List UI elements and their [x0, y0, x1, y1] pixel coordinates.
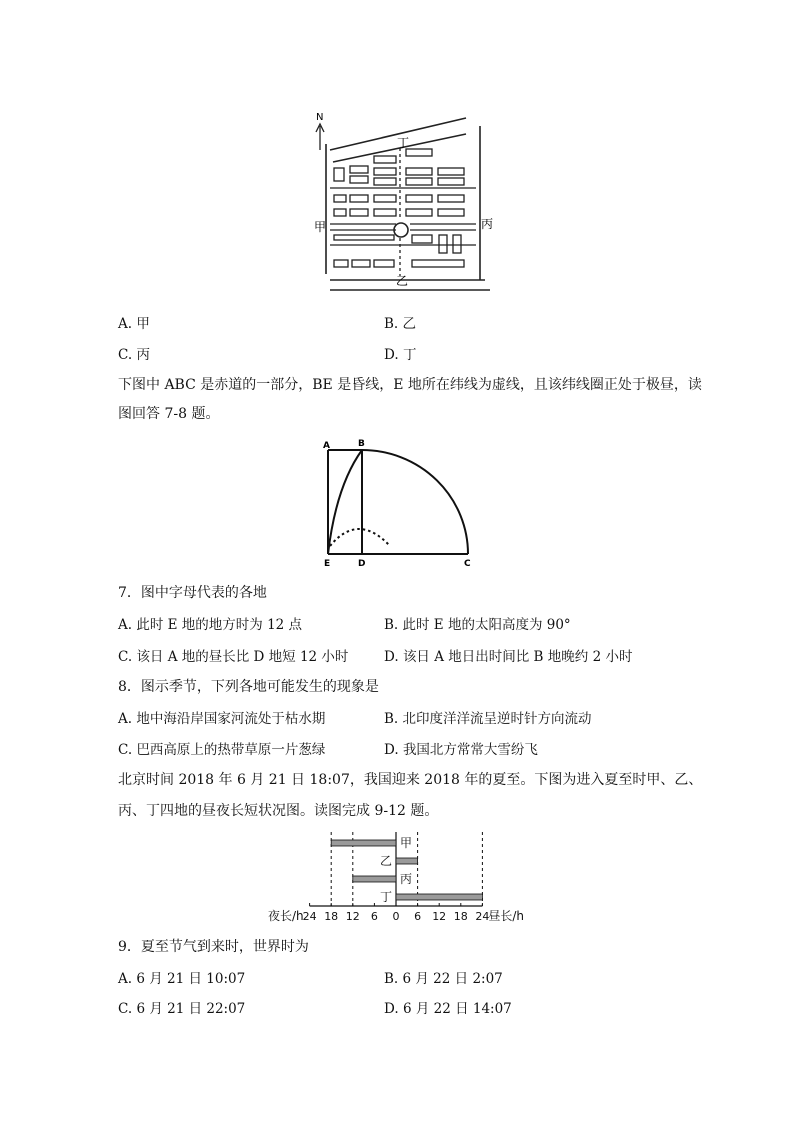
q9-option-c[interactable]: C. 6 月 21 日 22:07 [118, 1001, 246, 1017]
tick-label: 18 [453, 910, 468, 923]
q8-option-c[interactable]: C. 巴西高原上的热带草原一片葱绿 [118, 742, 326, 758]
q6-option-b[interactable]: B. 乙 [384, 316, 417, 332]
tick-label: 24 [302, 910, 317, 923]
tick-label: 6 [414, 910, 422, 923]
place-label: 乙 [379, 854, 393, 868]
intro-9-12-line2: 丙、丁四地的昼夜长短状况图。读图完成 9-12 题。 [118, 803, 439, 819]
q9-option-d[interactable]: D. 6 月 22 日 14:07 [384, 1001, 512, 1017]
town-map-figure [300, 104, 500, 302]
map-label-ding: 丁 [397, 136, 410, 150]
night-bar [353, 876, 396, 882]
q8-option-b[interactable]: B. 北印度洋洋流呈逆时针方向流动 [384, 711, 592, 727]
q9-option-a[interactable]: A. 6 月 21 日 10:07 [118, 971, 246, 987]
q7-option-d[interactable]: D. 该日 A 地日出时间比 B 地晚约 2 小时 [384, 649, 633, 665]
north-label: N [316, 112, 324, 123]
roundabout-icon [394, 223, 408, 237]
place-label: 丙 [399, 872, 413, 886]
intro-7-8-line1: 下图中 ABC 是赤道的一部分，BE 是昏线，E 地所在纬线为虚线，且该纬线圈正处于极昼，读 [118, 377, 702, 393]
q7-option-c[interactable]: C. 该日 A 地的昼长比 D 地短 12 小时 [118, 649, 349, 665]
q9-stem: 9．夏至节气到来时，世界时为 [118, 939, 309, 955]
fig2-label-a: A [323, 441, 330, 451]
place-label: 甲 [399, 836, 413, 850]
tick-label: 24 [475, 910, 490, 923]
q7-stem: 7．图中字母代表的各地 [118, 585, 267, 601]
fig2-label-b: B [358, 439, 365, 449]
intro-9-12-line1: 北京时间 2018 年 6 月 21 日 18:07，我国迎来 2018 年的夏至。下图为进入夏至时甲、乙、 [118, 772, 703, 788]
tick-label: 12 [432, 910, 447, 923]
tick-label: 6 [370, 910, 378, 923]
day-night-length-chart [250, 826, 550, 930]
q7-option-b[interactable]: B. 此时 E 地的太阳高度为 90° [384, 617, 571, 633]
q6-option-c[interactable]: C. 丙 [118, 347, 150, 363]
q6-option-a[interactable]: A. 甲 [118, 316, 150, 332]
day-axis-label: 昼长/h [488, 909, 525, 923]
tick-label: 18 [324, 910, 339, 923]
night-axis-label: 夜长/h [267, 909, 304, 923]
day-bar [396, 858, 418, 864]
map-label-bing: 丙 [481, 217, 494, 231]
map-label-jia: 甲 [314, 220, 327, 234]
tick-label: 0 [392, 910, 400, 923]
day-bar [396, 894, 482, 900]
q8-stem: 8．图示季节，下列各地可能发生的现象是 [118, 679, 379, 695]
map-label-yi: 乙 [396, 274, 409, 288]
terminator-figure [318, 436, 478, 570]
fig2-label-d: D [358, 559, 366, 569]
q7-option-a[interactable]: A. 此时 E 地的地方时为 12 点 [118, 617, 303, 633]
intro-7-8-line2: 图回答 7-8 题。 [118, 406, 220, 422]
q8-option-d[interactable]: D. 我国北方常常大雪纷飞 [384, 742, 538, 758]
tick-label: 12 [345, 910, 360, 923]
night-bar [331, 840, 396, 846]
place-label: 丁 [379, 890, 393, 904]
q9-option-b[interactable]: B. 6 月 22 日 2:07 [384, 971, 503, 987]
fig2-label-e: E [324, 559, 331, 569]
q8-option-a[interactable]: A. 地中海沿岸国家河流处于枯水期 [118, 711, 326, 727]
q6-option-d[interactable]: D. 丁 [384, 347, 417, 363]
fig2-label-c: C [464, 559, 471, 569]
